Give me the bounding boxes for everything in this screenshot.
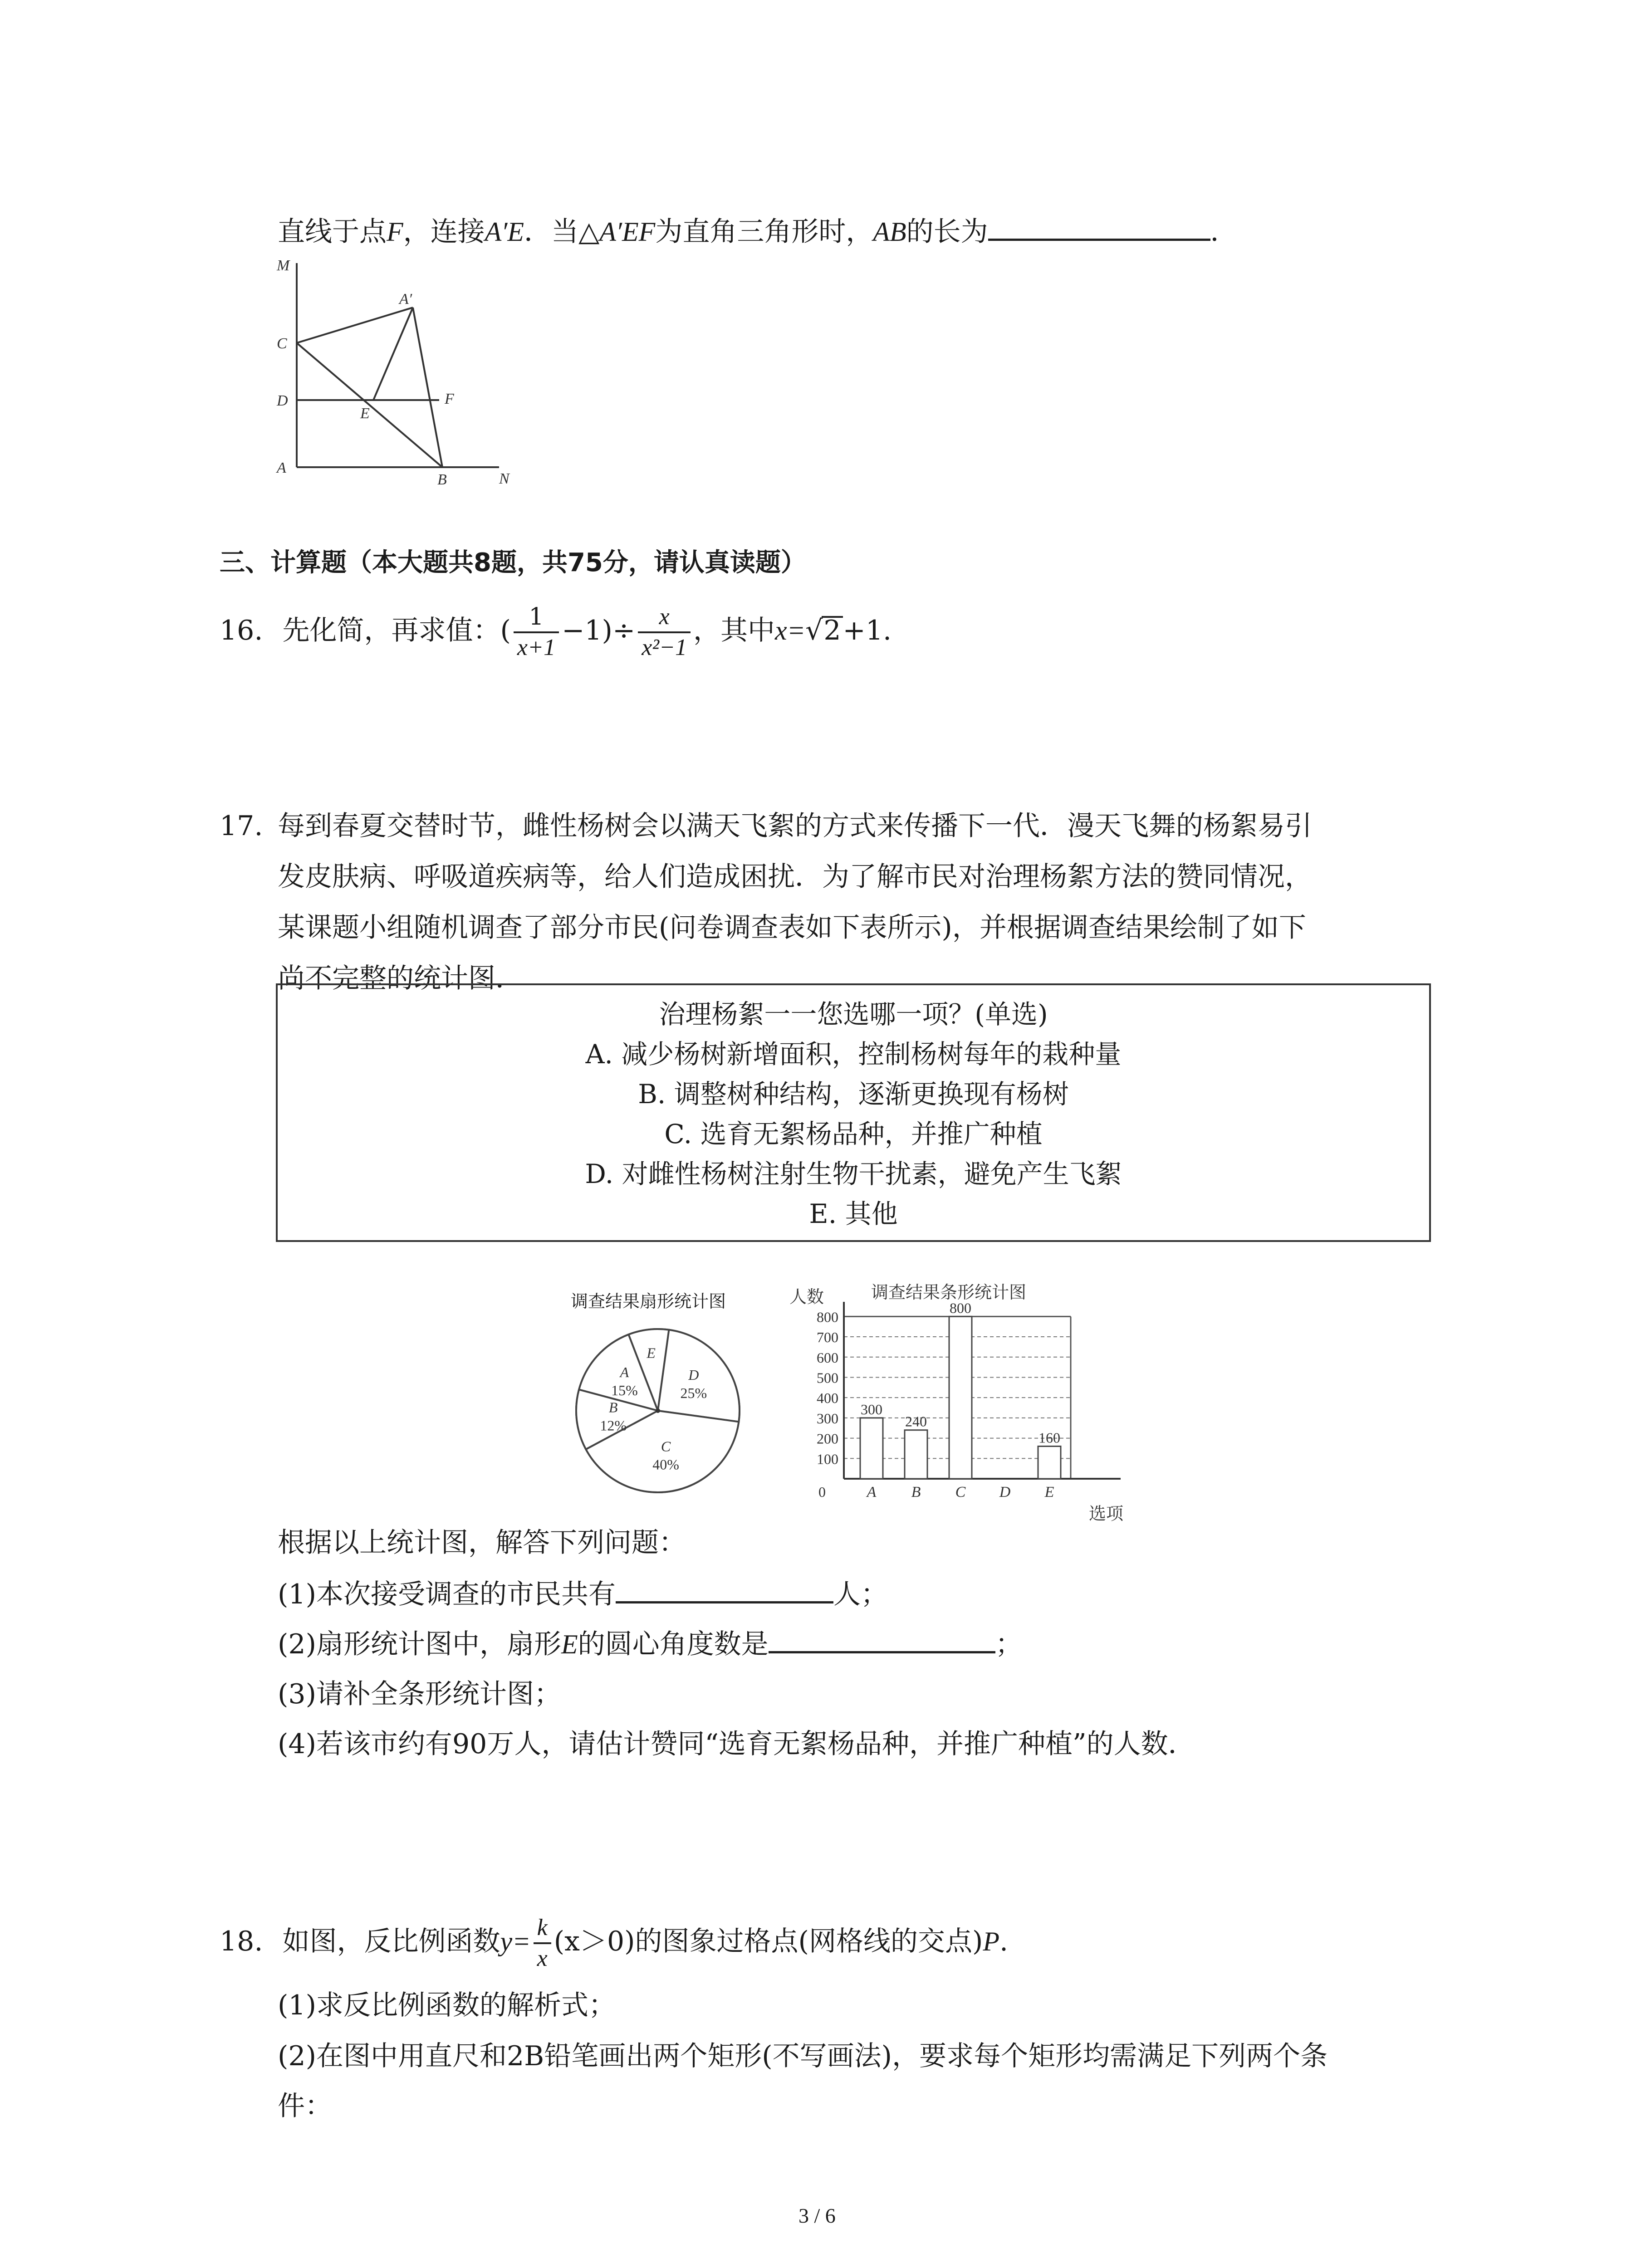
- survey-option-a: A. 减少杨树新增面积，控制杨树每年的栽种量: [585, 1039, 1122, 1070]
- q16-mid: −1)÷: [562, 615, 636, 646]
- x-tick-c: C: [955, 1484, 966, 1501]
- answer-blank-total[interactable]: [616, 1574, 833, 1603]
- q18-text-b: (x＞0)的图象过格点(网格线的交点): [554, 1926, 983, 1957]
- label-A: A: [277, 459, 286, 476]
- y-tick-500: 500: [817, 1369, 838, 1386]
- segment-CA: [297, 308, 413, 343]
- x-tick-b: B: [911, 1484, 921, 1501]
- x-tick-a: A: [867, 1484, 877, 1501]
- q18-sub-2-cont: 件：: [278, 2090, 332, 2122]
- label-F: F: [445, 391, 454, 407]
- q15-text-line: [278, 211, 1238, 252]
- text-d: 为直角三角形时，: [655, 216, 873, 248]
- text-e: 的长为: [906, 216, 988, 248]
- q16-fraction-2: $\frac{x}{\text{x²−1}}$: [638, 602, 691, 662]
- q16-x-eq: x=: [775, 616, 806, 645]
- pie-chart-title: 调查结果扇形统计图: [571, 1291, 726, 1311]
- text-b: ，连接: [403, 216, 485, 248]
- x-tick-d: D: [999, 1484, 1011, 1501]
- pie-label-c: C: [661, 1438, 671, 1455]
- q17-number: 17.: [220, 810, 263, 842]
- sub2-text-a: (2)扇形统计图中，扇形: [278, 1628, 561, 1660]
- label-M: M: [277, 257, 290, 274]
- survey-box: [276, 983, 1431, 1242]
- y-tick-800: 800: [817, 1309, 838, 1325]
- q18-end: .: [999, 1926, 1009, 1957]
- y-tick-600: 600: [817, 1349, 838, 1366]
- q16-suffix-a: ，其中: [693, 615, 775, 646]
- y-tick-300: 300: [817, 1410, 838, 1427]
- section-3-heading: 三、计算题（本大题共8题，共75分，请认真读题）: [220, 548, 806, 577]
- bar-b: [905, 1430, 927, 1479]
- bar-value-c: 800: [950, 1300, 971, 1316]
- q18-sub-1: (1)求反比例函数的解析式；: [278, 1989, 616, 2021]
- text-a: 直线于点: [278, 216, 387, 248]
- bar-a: [860, 1418, 883, 1479]
- var-AEF: A′EF: [599, 217, 656, 247]
- q17-line-2: 发皮肤病、呼吸道疾病等，给人们造成困扰．为了解市民对治理杨絮方法的赞同情况，: [278, 861, 1312, 893]
- text-c: ．当△: [524, 216, 600, 248]
- pie-center: [656, 1408, 660, 1413]
- q18-fraction: $\frac{k}{x}$: [534, 1913, 551, 1973]
- q18-sub-2: (2)在图中用直尺和2B铅笔画出两个矩形(不写画法)，要求每个矩形均需满足下列两个条: [278, 2040, 1328, 2072]
- answer-blank-angle[interactable]: [769, 1624, 995, 1653]
- var-AE: A′E: [485, 217, 524, 247]
- pie-label-d: D: [688, 1367, 699, 1383]
- question-16: [220, 599, 892, 662]
- pie-percent-b: 12%: [600, 1417, 627, 1434]
- q18-var-P: P: [983, 1926, 1000, 1956]
- label-N: N: [499, 470, 509, 487]
- bar-e: [1038, 1446, 1061, 1479]
- segment-AE: [373, 308, 413, 400]
- q16-number: 16.: [220, 615, 263, 646]
- pie-percent-c: 40%: [652, 1456, 679, 1473]
- q18-y-eq: y=: [500, 1926, 531, 1956]
- q17-sub-1: [278, 1574, 888, 1615]
- sub2-var-E: E: [561, 1629, 578, 1659]
- bar-chart: [789, 1279, 1143, 1524]
- survey-option-c: C. 选育无絮杨品种，并推广种植: [664, 1119, 1043, 1149]
- bar-chart-title: 调查结果条形统计图: [871, 1282, 1027, 1302]
- label-A-prime: A′: [399, 291, 412, 308]
- q17-intro: 根据以上统计图，解答下列问题：: [278, 1527, 686, 1559]
- q17-line-4: 尚不完整的统计图．: [278, 963, 523, 994]
- bar-value-a: 300: [861, 1401, 882, 1418]
- survey-option-e: E. 其他: [809, 1198, 898, 1229]
- bar-x-label: 选项: [1089, 1504, 1124, 1524]
- q18-text-a: 如图，反比例函数: [282, 1926, 500, 1957]
- q16-sqrt-arg: 2: [822, 616, 843, 643]
- sub1-text-b: 人；: [833, 1579, 888, 1610]
- bar-value-b: 240: [905, 1413, 927, 1430]
- sqrt-sign: √: [805, 615, 823, 646]
- pie-percent-d: 25%: [680, 1385, 707, 1402]
- sub2-text-b: 的圆心角度数是: [578, 1628, 769, 1660]
- var-F: F: [387, 217, 403, 247]
- q17-line-1: 每到春夏交替时节，雌性杨树会以满天飞絮的方式来传播下一代．漫天飞舞的杨絮易引: [278, 810, 1312, 842]
- y-tick-200: 200: [817, 1430, 838, 1447]
- q17-sub-4: (4)若该市约有90万人，请估计赞同“选育无絮杨品种，并推广种植”的人数．: [278, 1728, 1195, 1760]
- bar-y-label: 人数: [789, 1287, 824, 1307]
- answer-blank-q15[interactable]: [988, 211, 1210, 241]
- pie-percent-a: 15%: [611, 1382, 638, 1398]
- sub1-text-a: (1)本次接受调查的市民共有: [278, 1579, 616, 1610]
- bar-c: [949, 1316, 972, 1479]
- y-tick-100: 100: [817, 1451, 838, 1467]
- y-tick-400: 400: [817, 1390, 838, 1407]
- survey-option-b: B. 调整树种结构，逐渐更换现有杨树: [638, 1079, 1069, 1110]
- label-B: B: [437, 471, 447, 488]
- label-E: E: [360, 405, 370, 422]
- question-18-line-1: [220, 1910, 1008, 1973]
- var-AB: AB: [873, 217, 906, 247]
- q17-line-3: 某课题小组随机调查了部分市民(问卷调查表如下表所示)，并根据调查结果绘制了如下: [278, 912, 1306, 943]
- label-D: D: [277, 392, 288, 409]
- geometry-figure: [263, 254, 544, 490]
- q18-number: 18.: [220, 1926, 263, 1957]
- text-end: ．: [1210, 216, 1238, 248]
- segment-AB: [413, 308, 442, 467]
- q16-fraction-1: $\frac{1}{x+1}$: [514, 602, 559, 662]
- q16-suffix-b: +1.: [843, 615, 892, 646]
- pie-chart: [563, 1315, 753, 1497]
- survey-option-d: D. 对雌性杨树注射生物干扰素，避免产生飞絮: [585, 1158, 1122, 1189]
- page-number: 3 / 6: [798, 2204, 836, 2227]
- survey-title: 治理杨絮一一您选哪一项？(单选): [659, 999, 1048, 1030]
- bar-value-e: 160: [1038, 1429, 1060, 1446]
- y-tick-700: 700: [817, 1329, 838, 1346]
- label-C: C: [277, 335, 287, 352]
- sub2-text-c: ；: [995, 1628, 1023, 1660]
- q16-prefix: 先化简，再求值：(: [282, 615, 511, 646]
- pie-label-a: A: [620, 1364, 629, 1380]
- q17-sub-3: (3)请补全条形统计图；: [278, 1678, 561, 1710]
- x-tick-e: E: [1044, 1484, 1054, 1501]
- y-tick-0: 0: [818, 1484, 826, 1500]
- pie-label-b: B: [608, 1399, 618, 1416]
- q17-sub-2: [278, 1624, 1023, 1665]
- pie-label-e: E: [647, 1344, 656, 1361]
